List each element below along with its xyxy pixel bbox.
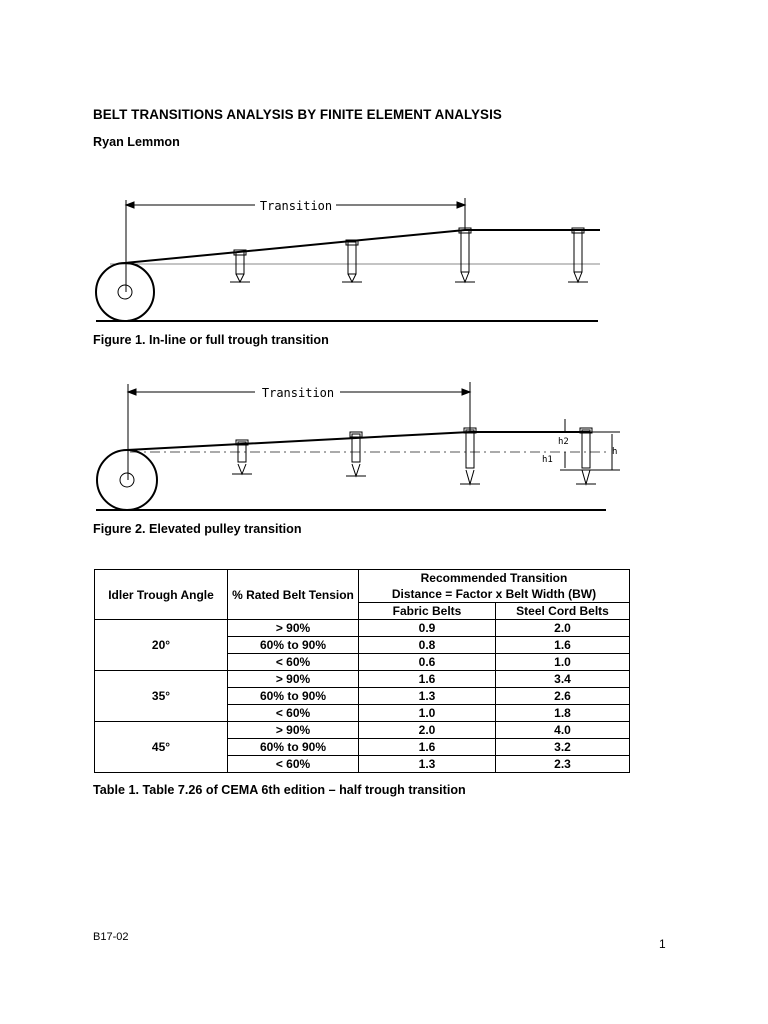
figure-2-caption: Figure 2. Elevated pulley transition	[93, 522, 302, 536]
steel-cell: 1.8	[496, 705, 630, 722]
tension-cell: < 60%	[228, 756, 359, 773]
header-recommended-line1: Recommended Transition	[420, 571, 568, 585]
header-idler-trough-angle: Idler Trough Angle	[95, 570, 228, 620]
figure-1-caption: Figure 1. In-line or full trough transition	[93, 333, 329, 347]
tension-cell: > 90%	[228, 620, 359, 637]
tension-cell: 60% to 90%	[228, 637, 359, 654]
steel-cell: 1.0	[496, 654, 630, 671]
table-row	[95, 620, 630, 637]
steel-cell: 2.3	[496, 756, 630, 773]
fabric-cell: 1.6	[359, 739, 496, 756]
tension-cell: 60% to 90%	[228, 688, 359, 705]
steel-cell: 2.6	[496, 688, 630, 705]
paper-title: BELT TRANSITIONS ANALYSIS BY FINITE ELEMENT ANALYSIS	[93, 107, 502, 122]
figure-2-h2-label: h2	[558, 437, 569, 447]
header-recommended-line2: Distance = Factor x Belt Width (BW)	[391, 587, 597, 601]
table-1-caption: Table 1. Table 7.26 of CEMA 6th edition – half trough transition	[93, 783, 466, 797]
fabric-cell: 0.9	[359, 620, 496, 637]
header-recommended-transition	[359, 570, 630, 603]
angle-cell: 35°	[95, 671, 228, 722]
paper-author: Ryan Lemmon	[93, 135, 180, 149]
tension-cell: > 90%	[228, 722, 359, 739]
figure-2-diagram	[90, 374, 620, 516]
figure-1-transition-label: Transition	[259, 199, 333, 213]
tension-cell: 60% to 90%	[228, 739, 359, 756]
table-row	[95, 722, 630, 739]
header-steel-cord-belts: Steel Cord Belts	[496, 603, 630, 620]
tension-cell: > 90%	[228, 671, 359, 688]
steel-cell: 3.2	[496, 739, 630, 756]
figure-2-transition-label: Transition	[261, 386, 335, 400]
steel-cell: 3.4	[496, 671, 630, 688]
fabric-cell: 1.0	[359, 705, 496, 722]
document-id: B17-02	[93, 931, 129, 943]
fabric-cell: 0.8	[359, 637, 496, 654]
fabric-cell: 1.3	[359, 688, 496, 705]
steel-cell: 4.0	[496, 722, 630, 739]
fabric-cell: 0.6	[359, 654, 496, 671]
table-header-row	[95, 570, 630, 603]
fabric-cell: 1.3	[359, 756, 496, 773]
figure-2-h1-label: h1	[542, 455, 553, 465]
figure-1-diagram	[90, 188, 610, 328]
header-rated-belt-tension: % Rated Belt Tension	[228, 570, 359, 620]
page-number: 1	[659, 937, 666, 951]
cema-transition-table	[94, 569, 630, 773]
fabric-cell: 1.6	[359, 671, 496, 688]
fabric-cell: 2.0	[359, 722, 496, 739]
steel-cell: 1.6	[496, 637, 630, 654]
figure-2-h-label: h	[612, 447, 618, 457]
header-fabric-belts: Fabric Belts	[359, 603, 496, 620]
table-row	[95, 671, 630, 688]
angle-cell: 45°	[95, 722, 228, 773]
angle-cell: 20°	[95, 620, 228, 671]
tension-cell: < 60%	[228, 654, 359, 671]
tension-cell: < 60%	[228, 705, 359, 722]
steel-cell: 2.0	[496, 620, 630, 637]
